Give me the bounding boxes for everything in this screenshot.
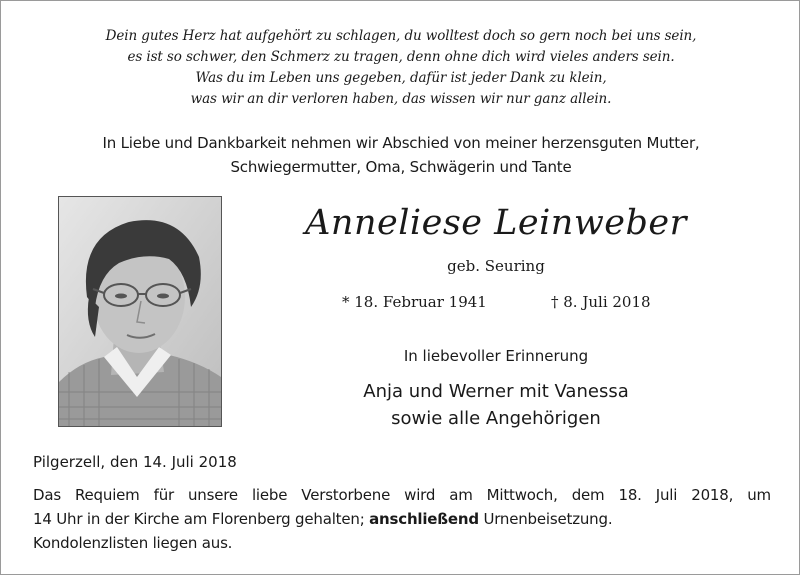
poem-line: was wir an dir verloren haben, das wissen wir nur ganz allein. — [190, 91, 612, 107]
poem-line: Was du im Leben uns gegeben, dafür ist jeder Dank zu klein, — [195, 70, 607, 86]
notice-word: um — [747, 486, 771, 504]
mourner-line: Anja und Werner mit Vanessa — [363, 381, 629, 402]
poem-line: Dein gutes Herz hat aufgehört zu schlagen, du wolltest doch so gern noch bei uns sein, — [105, 28, 697, 44]
requiem-notice — [33, 483, 771, 555]
memory-heading: In liebevoller Erinnerung — [403, 347, 589, 365]
notice-word: Juli — [655, 486, 678, 504]
notice-word: Requiem — [74, 486, 140, 504]
notice-line-3: Kondolenzlisten liegen aus. — [33, 534, 233, 552]
notice-word: wird — [404, 486, 436, 504]
notice-word: 2018, — [691, 486, 734, 504]
notice-word: Das — [33, 486, 61, 504]
place-and-date: Pilgerzell, den 14. Juli 2018 — [33, 453, 237, 471]
intro-line: Schwiegermutter, Oma, Schwägerin und Tante — [230, 158, 572, 176]
memorial-poem — [1, 26, 800, 110]
portrait-photo — [58, 196, 222, 427]
notice-text: Urnenbeisetzung. — [483, 510, 613, 528]
birth-name: geb. Seuring — [447, 257, 545, 275]
notice-bold-text: anschließend — [369, 510, 479, 528]
poem-line: es ist so schwer, den Schmerz zu tragen, denn ohne dich wird vieles anders sein. — [127, 49, 675, 65]
notice-word: 18. — [618, 486, 642, 504]
notice-word: Mittwoch, — [486, 486, 558, 504]
intro-line: In Liebe und Dankbarkeit nehmen wir Abschied von meiner herzensguten Mutter, — [102, 134, 700, 152]
notice-word: am — [449, 486, 473, 504]
notice-line-1 — [33, 483, 771, 507]
notice-line-2 — [33, 507, 771, 531]
notice-word: Verstorbene — [301, 486, 391, 504]
birth-date: * 18. Februar 1941 — [342, 293, 487, 311]
notice-word: für — [153, 486, 174, 504]
notice-word: unsere — [188, 486, 238, 504]
mourners-list — [271, 378, 721, 432]
death-date: † 8. Juli 2018 — [551, 293, 651, 311]
notice-word: dem — [571, 486, 605, 504]
farewell-intro — [1, 131, 800, 179]
deceased-name: Anneliese Leinweber — [305, 203, 687, 243]
notice-text: 14 Uhr in der Kirche am Florenberg gehalten; — [33, 510, 365, 528]
mourner-line: sowie alle Angehörigen — [391, 408, 601, 429]
notice-word: liebe — [251, 486, 288, 504]
